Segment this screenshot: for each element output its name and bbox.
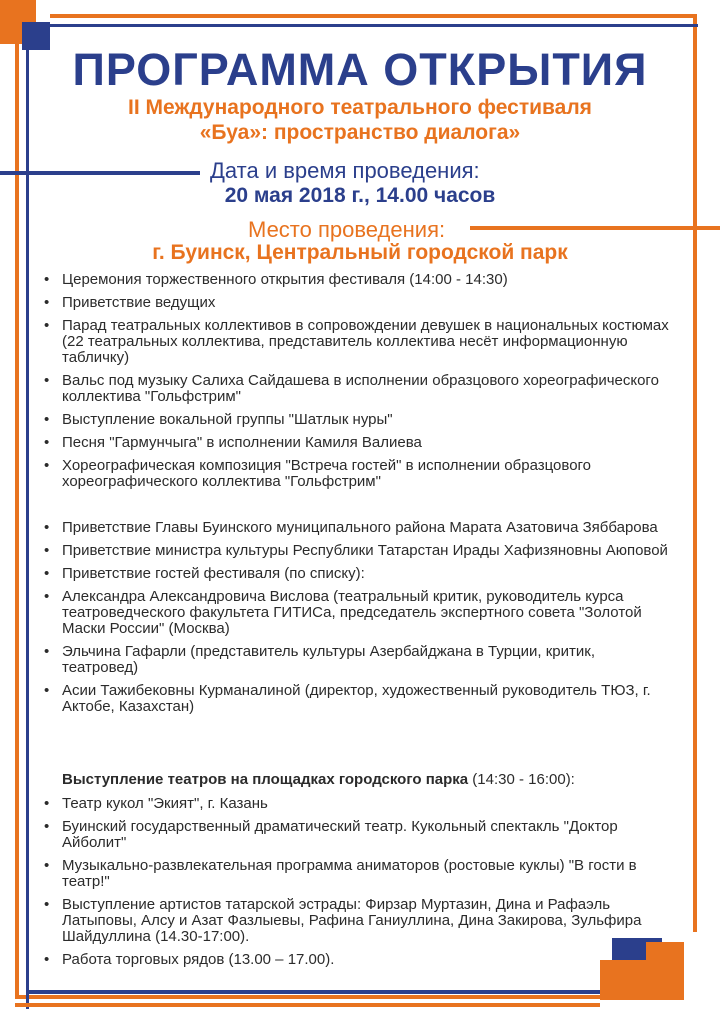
- subtitle-line-1: II Международного театрального фестиваля: [128, 96, 592, 119]
- list-item: • Песня "Гармунчыга" в исполнении Камиля Валиева: [42, 435, 674, 451]
- section-heading: [62, 771, 575, 788]
- list-item: • Театр кукол "Экият", г. Казань: [42, 796, 674, 812]
- corner-gap-bottom: [600, 1000, 720, 1017]
- bottom-blue-line: [26, 990, 646, 994]
- list-item: • Музыкально-развлекательная программа аниматоров (ростовые куклы) "В гости в театр!": [42, 858, 674, 890]
- program-list-part3: [42, 796, 674, 975]
- list-item: • Церемония торжественного открытия фестиваля (14:00 - 14:30): [42, 272, 674, 288]
- list-item: • Приветствие ведущих: [42, 295, 674, 311]
- date-value: 20 мая 2018 г., 14.00 часов: [224, 184, 496, 207]
- subtitle-line-2: «Буа»: пространство диалога»: [199, 121, 521, 144]
- section-heading-time: (14:30 - 16:00):: [468, 771, 575, 788]
- list-item: • Эльчина Гафарли (представитель культуры Азербайджана в Турции, критик, театровед): [42, 644, 674, 676]
- program-list-part2: [42, 520, 674, 722]
- program-list-part1: [42, 272, 674, 497]
- list-item: • Работа торговых рядов (13.00 – 17.00).: [42, 952, 674, 968]
- list-item: • Вальс под музыку Салиха Сайдашева в исполнении образцового хореографического коллектива "Гольфстрим": [42, 373, 674, 405]
- list-item: • Выступление вокальной группы "Шатлык нуры": [42, 412, 674, 428]
- list-item: • Приветствие Главы Буинского муниципального района Марата Азатовича Зяббарова: [42, 520, 674, 536]
- orange-accent-line: [470, 226, 720, 230]
- list-item: • Приветствие гостей фестиваля (по списку):: [42, 566, 674, 582]
- blue-accent-line: [0, 171, 200, 175]
- place-value: г. Буинск, Центральный городской парк: [152, 241, 568, 264]
- list-item: • Асии Тажибековны Курманалиной (директор, художественный руководитель ТЮЗ, г. Актобе, Казахстан): [42, 683, 674, 715]
- list-item: • Парад театральных коллективов в сопровождении девушек в национальных костюмах (22 театральных коллектива, представитель коллектива несёт информационную табличку): [42, 318, 674, 366]
- place-label: Место проведения:: [248, 217, 446, 242]
- list-item: • Выступление артистов татарской эстрады: Фирзар Муртазин, Дина и Рафаэль Латыповы, Алсу и Азат Фазлыевы, Рафина Ганиуллина, Дина Закирова, Зульфира Шайдуллина (14.30-17:00).: [42, 897, 674, 945]
- page-title: ПРОГРАММА ОТКРЫТИЯ: [72, 44, 648, 95]
- date-label: Дата и время проведения:: [210, 158, 480, 183]
- corner-gap: [36, 0, 50, 22]
- bottom-orange-line: [15, 1003, 615, 1007]
- list-item: • Хореографическая композиция "Встреча гостей" в исполнении образцового хореографического коллектива "Гольфстрим": [42, 458, 674, 490]
- list-item: • Буинский государственный драматический театр. Кукольный спектакль "Доктор Айболит": [42, 819, 674, 851]
- list-item: • Александра Александровича Вислова (театральный критик, руководитель курса театроведческого факультета ГИТИСа, председатель экспертного совета "Золотой Маски России" (Москва): [42, 589, 674, 637]
- list-item: • Приветствие министра культуры Республики Татарстан Ирады Хафизяновны Аюповой: [42, 543, 674, 559]
- section-heading-bold: Выступление театров на площадках городского парка: [62, 771, 469, 788]
